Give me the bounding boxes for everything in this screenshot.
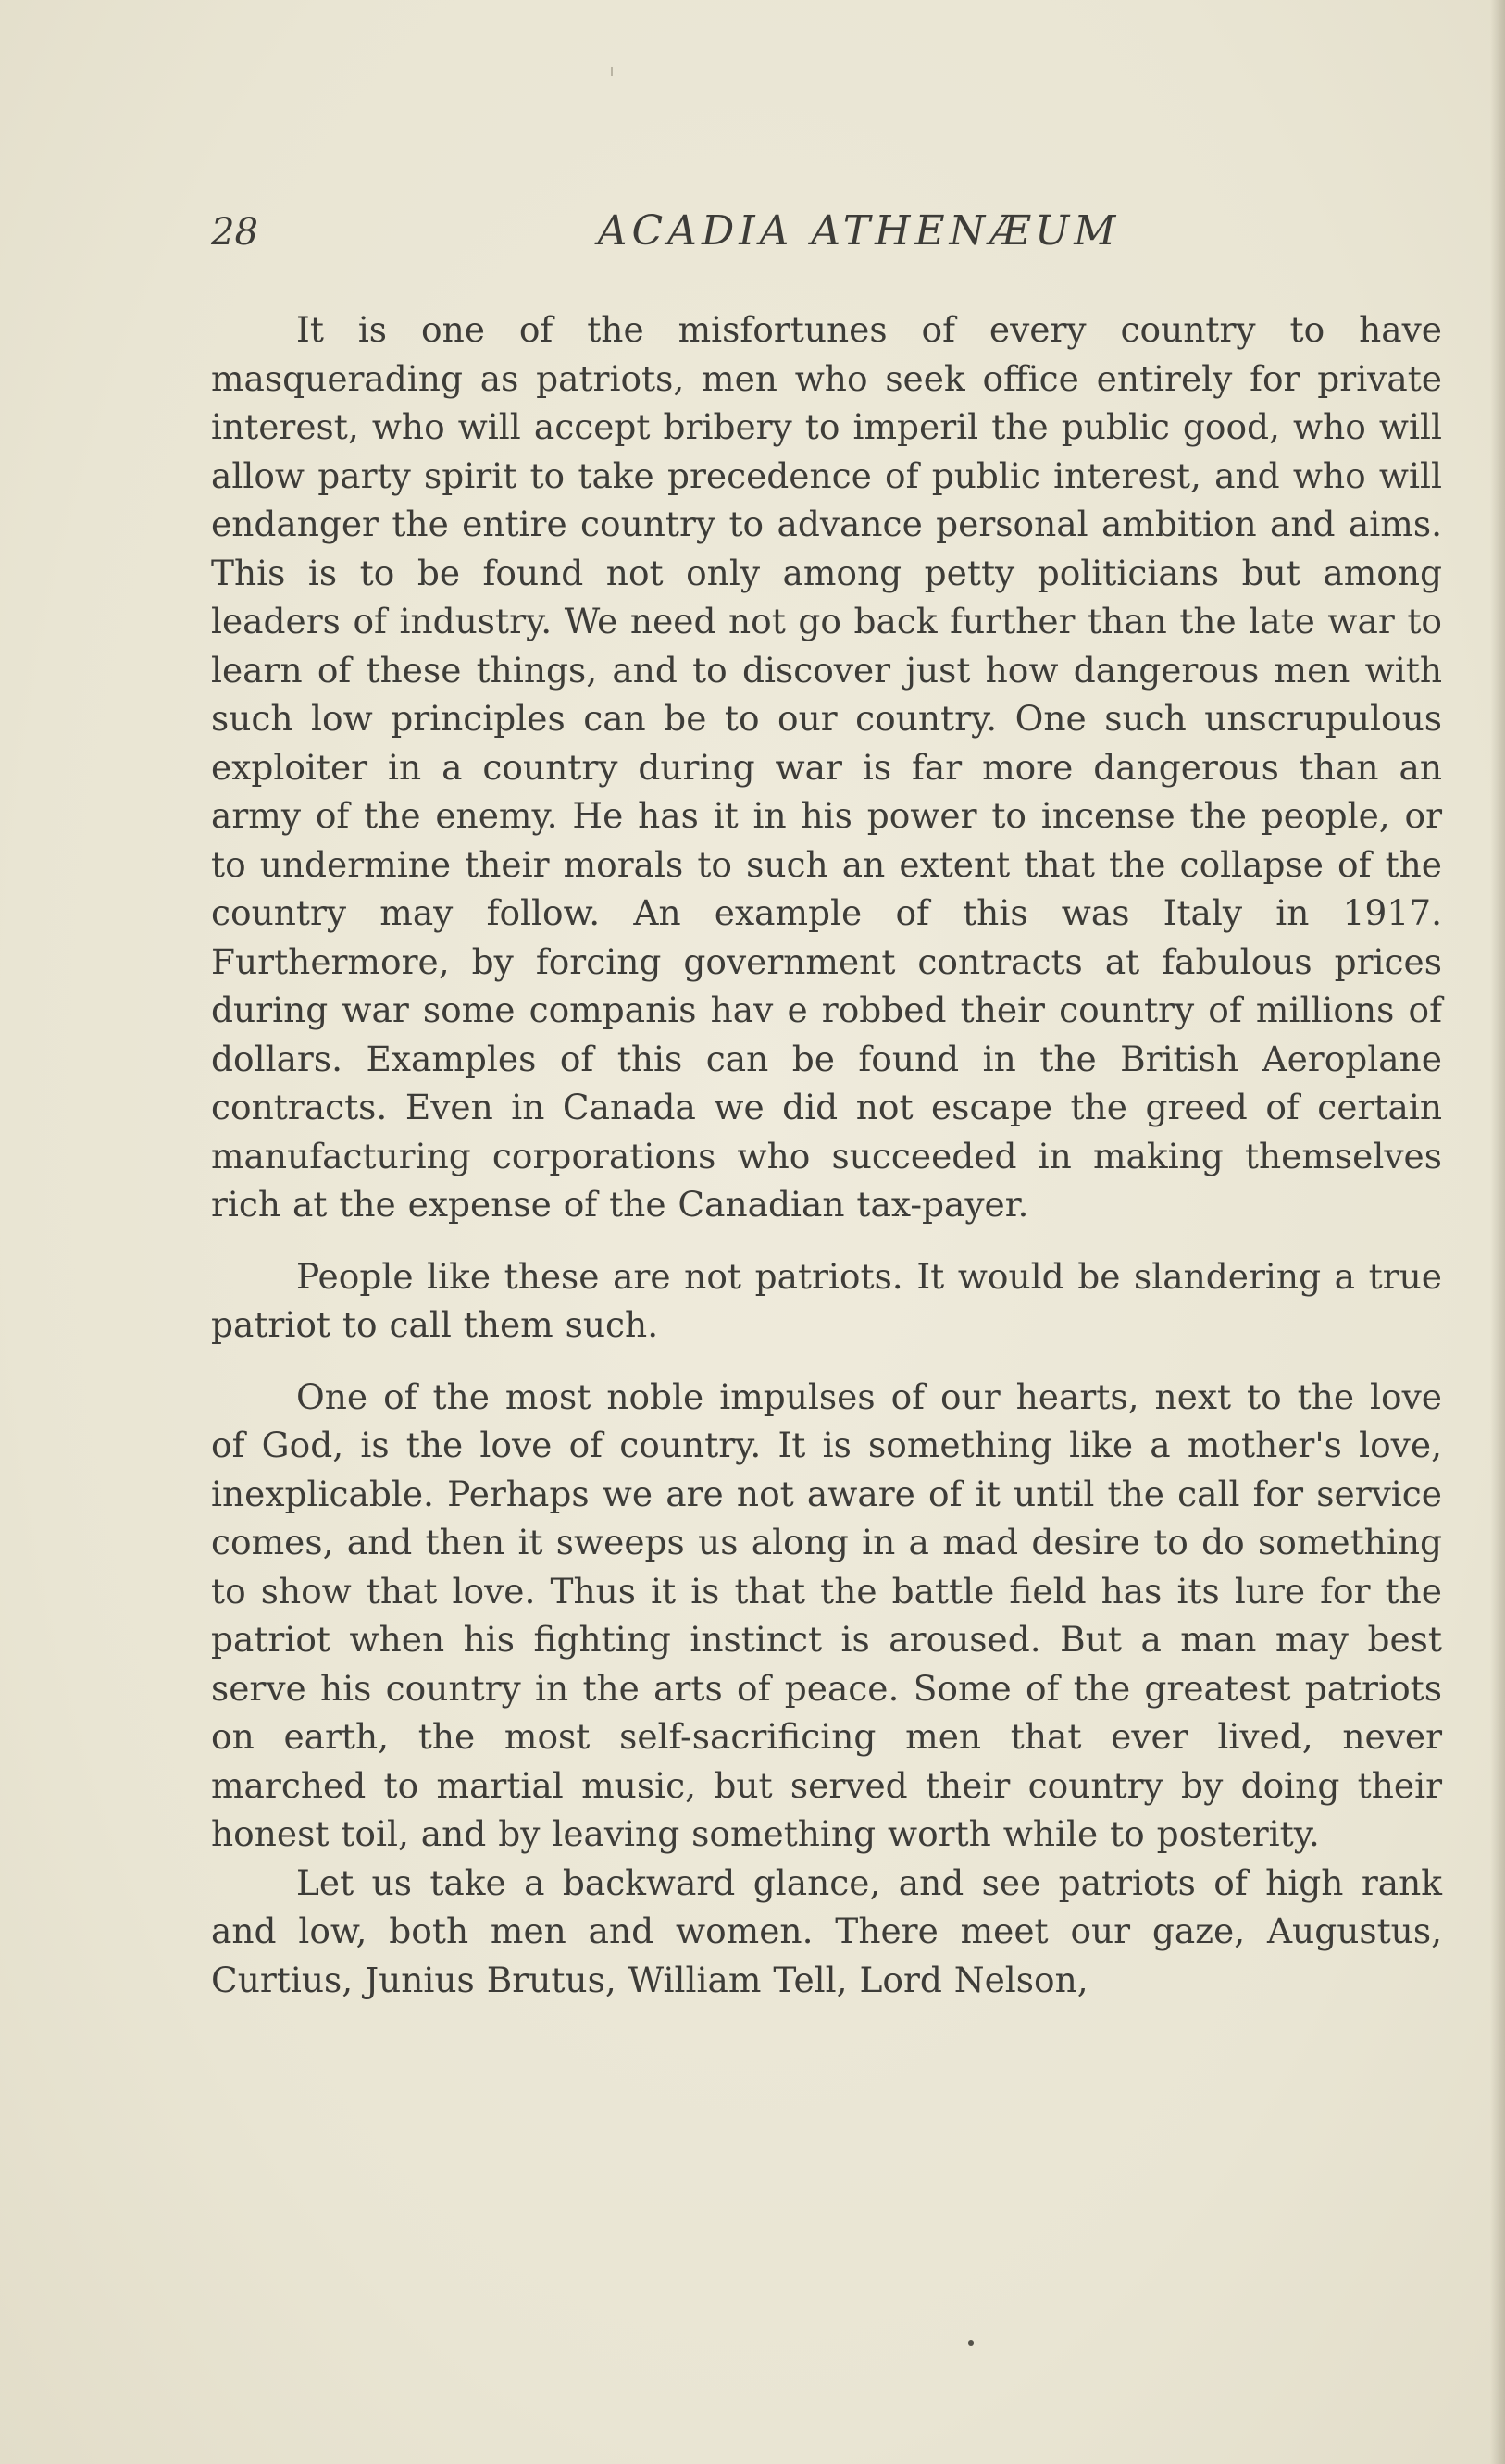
- page-edge-shadow: [1490, 0, 1505, 2464]
- paragraph-backward-glance: Let us take a backward glance, and see patriots of high rank and low, both men and women. There meet our gaze, Augustus, Curtius, Junius Brutus, William Tell, Lord Nelson,: [211, 1861, 1442, 2000]
- article-body: [211, 305, 1442, 2027]
- paragraph-love-of-country: One of the most noble impulses of our hearts, next to the love of God, is the love of country. It is something like a mother's love, inexplicable. Perhaps we are not aware of it until the call for service comes, and then it sweeps us along in a mad desire to do something to show that love. Thus it is that the battle field has its lure for the patriot when his fighting instinct is aroused. But a man may best serve his country in the arts of peace. Some of the greatest patriots on earth, the most self-sacrificing men that ever lived, never marched to martial music, but served their country by doing their honest toil, and by leaving something worth while to posterity.: [211, 1375, 1442, 1854]
- page-number: 28: [211, 211, 258, 254]
- paper-speck: [611, 67, 613, 76]
- page-header: [211, 202, 1442, 267]
- ink-dot: [968, 2340, 974, 2346]
- running-title: ACADIA ATHENÆUM: [597, 207, 1121, 255]
- paragraph-misfortunes: It is one of the misfortunes of every country to have masquerading as patriots, men who seek office entirely for private interest, who will accept bribery to imperil the public good, who will allow party spirit to take precedence of public interest, and who will endanger the entire country to advance personal ambition and aims. This is to be found not only among petty politicians but among leaders of industry. We need not go back further than the late war to learn of these things, and to discover just how dangerous men with such low principles can be to our country. One such unscrupulous exploiter in a country during war is far more dangerous than an army of the enemy. He has it in his power to incense the people, or to undermine their morals to such an extent that the collapse of the country may follow. An example of this was Italy in 1917. Furthermore, by forcing government contracts at fabulous prices during war some companis hav e robbed their country of millions of dollars. Examples of this can be found in the British Aeroplane contracts. Even in Canada we did not escape the greed of certain manufacturing corporations who succeeded in making themselves rich at the expense of the Canadian tax-payer.: [211, 309, 1442, 1225]
- paragraph-not-patriots: People like these are not patriots. It would be slandering a true patriot to call them such.: [211, 1255, 1442, 1345]
